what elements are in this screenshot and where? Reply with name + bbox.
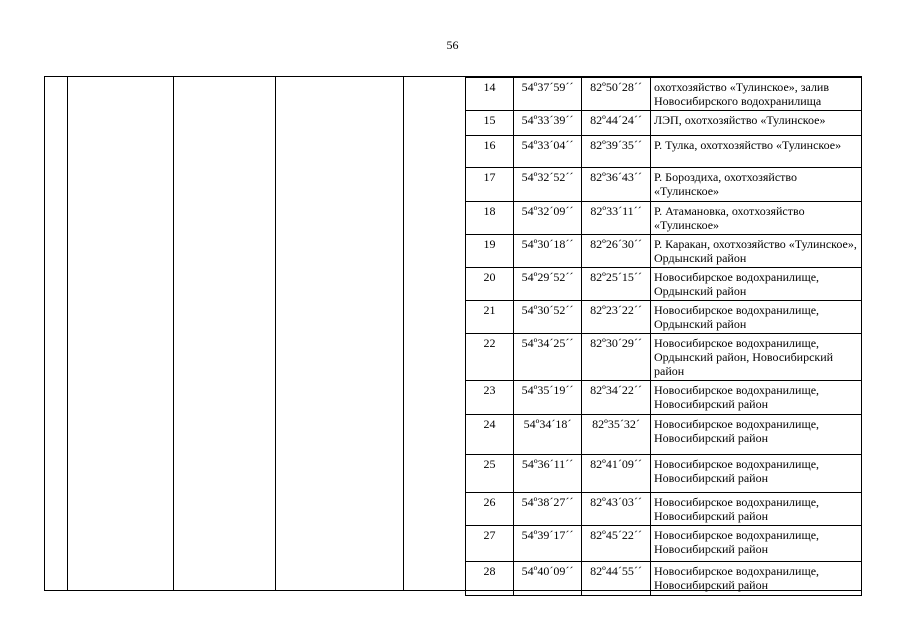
table-row bbox=[466, 301, 862, 334]
outer-table bbox=[44, 76, 862, 591]
column-divider bbox=[173, 77, 174, 590]
table-row bbox=[466, 381, 862, 415]
table-row bbox=[466, 268, 862, 301]
point-number-cell: 28 bbox=[466, 562, 514, 596]
point-number-cell: 15 bbox=[466, 111, 514, 136]
longitude-cell: 82º23´22´´ bbox=[582, 301, 651, 334]
point-number-cell: 19 bbox=[466, 235, 514, 268]
description-cell: Р. Тулка, охотхозяйство «Тулинское» bbox=[651, 136, 862, 168]
longitude-cell: 82º41´09´´ bbox=[582, 455, 651, 493]
longitude-cell: 82º33´11´´ bbox=[582, 202, 651, 235]
longitude-cell: 82º44´24´´ bbox=[582, 111, 651, 136]
latitude-cell: 54º39´17´´ bbox=[514, 526, 582, 562]
latitude-cell: 54º32´52´´ bbox=[514, 168, 582, 202]
point-number-cell: 22 bbox=[466, 334, 514, 381]
description-cell: Новосибирское водохранилище, Ордынский район bbox=[651, 268, 862, 301]
longitude-cell: 82º44´55´´ bbox=[582, 562, 651, 596]
latitude-cell: 54º40´09´´ bbox=[514, 562, 582, 596]
latitude-cell: 54º34´25´´ bbox=[514, 334, 582, 381]
coordinates-table bbox=[465, 77, 862, 596]
description-cell: Новосибирское водохранилище, Новосибирский район bbox=[651, 455, 862, 493]
latitude-cell: 54º33´39´´ bbox=[514, 111, 582, 136]
point-number-cell: 26 bbox=[466, 493, 514, 526]
latitude-cell: 54º29´52´´ bbox=[514, 268, 582, 301]
latitude-cell: 54º30´18´´ bbox=[514, 235, 582, 268]
table-row bbox=[466, 111, 862, 136]
point-number-cell: 18 bbox=[466, 202, 514, 235]
point-number-cell: 21 bbox=[466, 301, 514, 334]
longitude-cell: 82º34´22´´ bbox=[582, 381, 651, 415]
description-cell: Новосибирское водохранилище, Новосибирский район bbox=[651, 493, 862, 526]
longitude-cell: 82º36´43´´ bbox=[582, 168, 651, 202]
table-row bbox=[466, 235, 862, 268]
table-row bbox=[466, 202, 862, 235]
latitude-cell: 54º35´19´´ bbox=[514, 381, 582, 415]
table-row bbox=[466, 526, 862, 562]
column-divider bbox=[275, 77, 276, 590]
point-number-cell: 27 bbox=[466, 526, 514, 562]
description-cell: ЛЭП, охотхозяйство «Тулинское» bbox=[651, 111, 862, 136]
longitude-cell: 82º45´22´´ bbox=[582, 526, 651, 562]
longitude-cell: 82º25´15´´ bbox=[582, 268, 651, 301]
point-number-cell: 17 bbox=[466, 168, 514, 202]
table-row bbox=[466, 168, 862, 202]
longitude-cell: 82º39´35´´ bbox=[582, 136, 651, 168]
table-row bbox=[466, 455, 862, 493]
latitude-cell: 54º34´18´ bbox=[514, 415, 582, 455]
longitude-cell: 82º50´28´´ bbox=[582, 78, 651, 111]
table-row bbox=[466, 493, 862, 526]
description-cell: Новосибирское водохранилище, Ордынский район, Новосибирский район bbox=[651, 334, 862, 381]
page-number: 56 bbox=[446, 38, 459, 52]
table-row bbox=[466, 78, 862, 111]
description-cell: Р. Атамановка, охотхозяйство «Тулинское» bbox=[651, 202, 862, 235]
longitude-cell: 82º30´29´´ bbox=[582, 334, 651, 381]
point-number-cell: 20 bbox=[466, 268, 514, 301]
latitude-cell: 54º32´09´´ bbox=[514, 202, 582, 235]
description-cell: Новосибирское водохранилище, Новосибирский район bbox=[651, 562, 862, 596]
table-row bbox=[466, 415, 862, 455]
latitude-cell: 54º37´59´´ bbox=[514, 78, 582, 111]
latitude-cell: 54º30´52´´ bbox=[514, 301, 582, 334]
longitude-cell: 82º26´30´´ bbox=[582, 235, 651, 268]
coordinates-table-body bbox=[466, 78, 862, 596]
table-row bbox=[466, 334, 862, 381]
longitude-cell: 82º43´03´´ bbox=[582, 493, 651, 526]
column-divider bbox=[403, 77, 404, 590]
description-cell: Р. Каракан, охотхозяйство «Тулинское», Ордынский район bbox=[651, 235, 862, 268]
description-cell: Новосибирское водохранилище, Новосибирский район bbox=[651, 381, 862, 415]
latitude-cell: 54º38´27´´ bbox=[514, 493, 582, 526]
point-number-cell: 24 bbox=[466, 415, 514, 455]
longitude-cell: 82º35´32´ bbox=[582, 415, 651, 455]
latitude-cell: 54º33´04´´ bbox=[514, 136, 582, 168]
description-cell: Р. Бороздиха, охотхозяйство «Тулинское» bbox=[651, 168, 862, 202]
latitude-cell: 54º36´11´´ bbox=[514, 455, 582, 493]
description-cell: Новосибирское водохранилище, Новосибирский район bbox=[651, 526, 862, 562]
point-number-cell: 16 bbox=[466, 136, 514, 168]
table-row bbox=[466, 562, 862, 596]
table-row bbox=[466, 136, 862, 168]
point-number-cell: 14 bbox=[466, 78, 514, 111]
point-number-cell: 23 bbox=[466, 381, 514, 415]
column-divider bbox=[67, 77, 68, 590]
description-cell: Новосибирское водохранилище, Ордынский район bbox=[651, 301, 862, 334]
description-cell: Новосибирское водохранилище, Новосибирский район bbox=[651, 415, 862, 455]
description-cell: охотхозяйство «Тулинское», залив Новосибирского водохранилища bbox=[651, 78, 862, 111]
point-number-cell: 25 bbox=[466, 455, 514, 493]
